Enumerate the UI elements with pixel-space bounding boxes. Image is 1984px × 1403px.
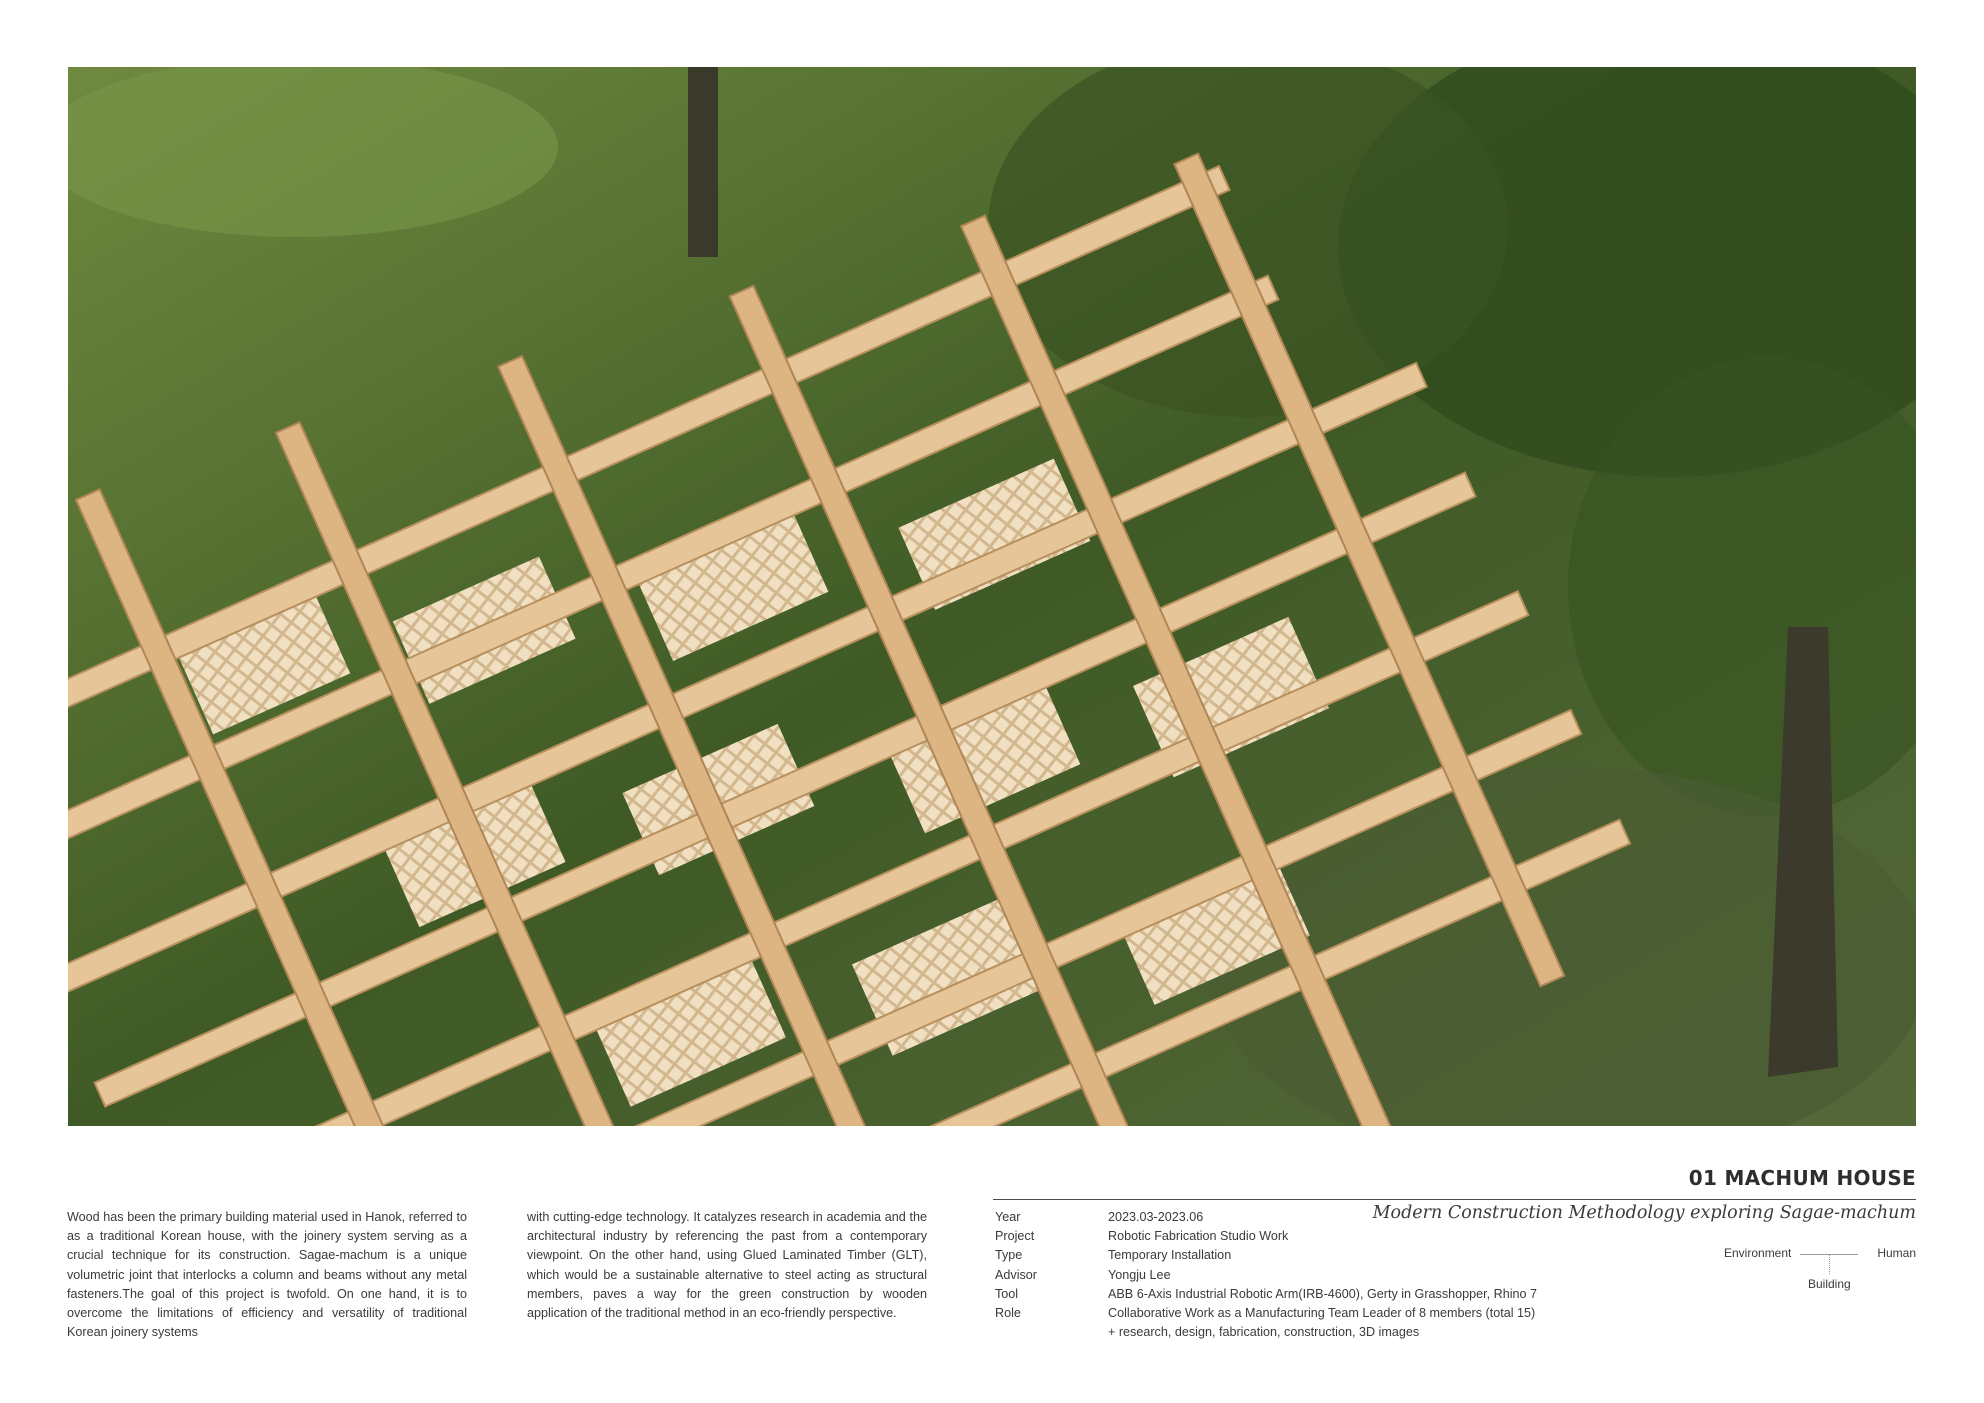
title-divider <box>993 1199 1916 1200</box>
info-row-project <box>995 1227 1537 1246</box>
info-row-tool <box>995 1285 1537 1304</box>
project-info-table <box>995 1208 1537 1342</box>
info-value: Robotic Fabrication Studio Work <box>1108 1229 1289 1244</box>
info-value: Yongju Lee <box>1108 1267 1171 1282</box>
info-row-advisor <box>995 1266 1537 1285</box>
info-value: 2023.03-2023.06 <box>1108 1210 1204 1224</box>
info-row-type <box>995 1246 1537 1265</box>
wooden-lattice-structure-image <box>68 67 1916 1126</box>
info-value: Collaborative Work as a Manufacturing Team Leader of 8 members (total 15) <box>1108 1305 1536 1320</box>
info-key: Tool <box>995 1286 1019 1301</box>
description-column-2: with cutting-edge technology. It catalyzes research in academia and the architectural industry by referencing the past from a contemporary viewpoint. On the other hand, using Glued Laminated Timber (GLT), which would be a sustainable alternative to steel acting as structural members, paves a way for the green construction by wooden application of the traditional method in an eco-friendly perspective. <box>527 1210 927 1321</box>
info-key: Project <box>995 1229 1035 1244</box>
description-column-1: Wood has been the primary building material used in Hanok, referred to as a traditional Korean house, with the joinery system serving as a crucial technique for its construction. Sagae-machum is a unique volumetric joint that interlocks a column and beams without any metal fasteners.The goal of this project is twofold. On one hand, it is to overcome the limitations of efficiency and versatility of traditional Korean joinery systems <box>67 1210 467 1340</box>
info-row-year <box>995 1208 1537 1227</box>
diagram-connector-dotted <box>1829 1254 1830 1274</box>
project-subtitle: Modern Construction Methodology exploring Sagae-machum <box>1372 1203 1916 1223</box>
relationship-diagram <box>1720 1240 1916 1300</box>
info-row-role <box>995 1304 1537 1323</box>
project-photo <box>68 67 1916 1126</box>
info-key: Role <box>995 1305 1021 1320</box>
project-title: 01 MACHUM HOUSE <box>1688 1166 1916 1190</box>
info-key: Type <box>995 1248 1023 1263</box>
info-key: Advisor <box>995 1267 1037 1282</box>
info-value: ABB 6-Axis Industrial Robotic Arm(IRB-4600), Gerty in Grasshopper, Rhino 7 <box>1108 1286 1538 1301</box>
diagram-label-environment: Environment <box>1724 1246 1792 1260</box>
diagram-label-building: Building <box>1808 1277 1851 1291</box>
info-key: Year <box>995 1210 1021 1224</box>
diagram-label-human: Human <box>1877 1246 1916 1260</box>
info-value: Temporary Installation <box>1108 1248 1232 1263</box>
info-role-extra: + research, design, fabrication, construction, 3D images <box>1108 1325 1420 1340</box>
